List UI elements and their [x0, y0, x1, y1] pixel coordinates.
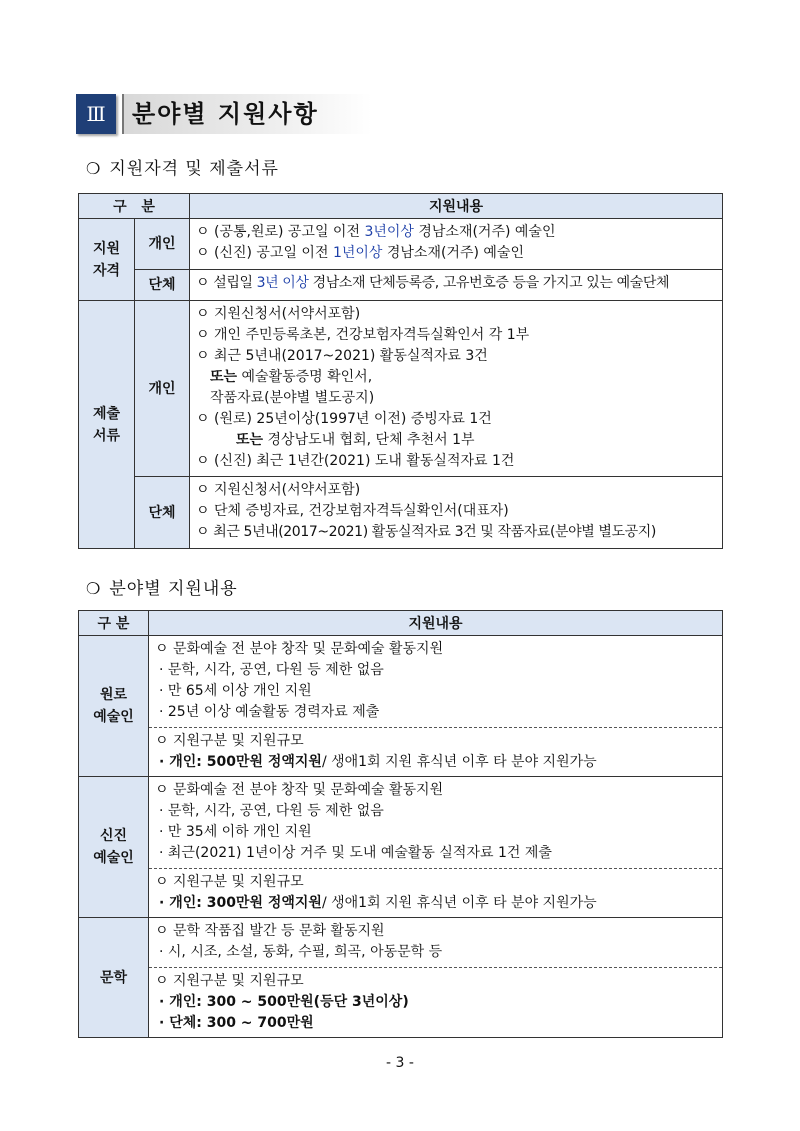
support-line: ㅇ 지원구분 및 지원규모 [155, 733, 304, 749]
eligibility-line: ㅇ (공통,원로) 공고일 이전 3년이상 경남소재(거주) 예술인 [196, 224, 556, 240]
header-content: 지원내용 [149, 611, 723, 636]
documents-label: 제출 서류 [79, 301, 135, 549]
support-block [149, 777, 722, 869]
eligibility-line: ㅇ (신진) 공고일 이전 1년이상 경남소재(거주) 예술인 [196, 245, 524, 261]
eligibility-line: ㅇ 설립일 3년 이상 경남소재 단체등록증, 고유번호증 등을 가지고 있는 예술단체 [196, 275, 670, 291]
support-line: · 개인: 300만원 정액지원/ 생애1회 지원 휴식년 이후 타 분야 지원가능 [159, 895, 597, 911]
eligibility-group-label: 단체 [135, 270, 190, 301]
support-line: · 최근(2021) 1년이상 거주 및 도내 예술활동 실적자료 1건 제출 [159, 845, 552, 861]
support-line: · 만 65세 이상 개인 지원 [159, 683, 312, 699]
documents-line: ㅇ 최근 5년내(2017~2021) 활동실적자료 3건 [196, 348, 488, 364]
support-scale-block [149, 968, 722, 1037]
eligibility-individual-content [190, 219, 723, 270]
header-category: 구 분 [79, 194, 190, 219]
support-block [149, 636, 722, 728]
support-line: · 시, 시조, 소설, 동화, 수필, 희곡, 아동문학 등 [159, 944, 443, 960]
eligibility-group-content [190, 270, 723, 301]
support-line: · 단체: 300 ~ 700만원 [159, 1015, 314, 1031]
documents-individual-content [190, 301, 723, 477]
subheading-text: 분야별 지원내용 [109, 579, 238, 599]
documents-line: ㅇ 단체 증빙자료, 건강보험자격득실확인서(대표자) [196, 503, 509, 519]
subheading-text: 지원자격 및 제출서류 [109, 159, 279, 179]
documents-line: 작품자료(분야별 별도공지) [210, 390, 375, 406]
section-title: 분야별 지원사항 [132, 100, 319, 128]
row-label-emerging: 신진 예술인 [79, 777, 149, 918]
support-scale-block [149, 728, 722, 776]
section-heading [76, 94, 726, 134]
row-content-senior [149, 636, 723, 777]
support-line: ㅇ 문학 작품집 발간 등 문화 활동지원 [155, 923, 385, 939]
support-line: · 문학, 시각, 공연, 다원 등 제한 없음 [159, 662, 384, 678]
circle-bullet-icon: ❍ [86, 579, 102, 598]
row-label-literature: 문학 [79, 918, 149, 1038]
eligibility-table [78, 193, 723, 549]
eligibility-individual-label: 개인 [135, 219, 190, 270]
header-category: 구 분 [79, 611, 149, 636]
page-number: - 3 - [386, 1055, 414, 1071]
documents-line: ㅇ 개인 주민등록초본, 건강보험자격득실확인서 각 1부 [196, 327, 530, 343]
support-table [78, 610, 723, 1038]
documents-individual-label: 개인 [135, 301, 190, 477]
support-line: ㅇ 지원구분 및 지원규모 [155, 973, 304, 989]
support-line: · 만 35세 이하 개인 지원 [159, 824, 312, 840]
subheading-support [86, 574, 238, 599]
support-line: · 개인: 500만원 정액지원/ 생애1회 지원 휴식년 이후 타 분야 지원가능 [159, 754, 597, 770]
support-scale-block [149, 869, 722, 917]
support-line: · 문학, 시각, 공연, 다원 등 제한 없음 [159, 803, 384, 819]
documents-line: 또는 경상남도내 협회, 단체 추천서 1부 [236, 432, 475, 448]
support-line: ㅇ 문화예술 전 분야 창작 및 문화예술 활동지원 [155, 782, 444, 798]
documents-group-label: 단체 [135, 477, 190, 549]
support-line: ㅇ 지원구분 및 지원규모 [155, 874, 304, 890]
eligibility-label: 지원 자격 [79, 219, 135, 301]
documents-line: ㅇ (원로) 25년이상(1997년 이전) 증빙자료 1건 [196, 411, 492, 427]
row-label-senior: 원로 예술인 [79, 636, 149, 777]
documents-line: 또는 예술활동증명 확인서, [210, 369, 373, 385]
row-content-emerging [149, 777, 723, 918]
section-title-box [122, 94, 372, 134]
documents-line: ㅇ (신진) 최근 1년간(2021) 도내 활동실적자료 1건 [196, 453, 515, 469]
circle-bullet-icon: ❍ [86, 159, 102, 178]
header-content: 지원내용 [190, 194, 723, 219]
documents-line: ㅇ 지원신청서(서약서포함) [196, 306, 361, 322]
subheading-eligibility [86, 154, 279, 179]
support-line: ㅇ 문화예술 전 분야 창작 및 문화예술 활동지원 [155, 641, 444, 657]
documents-line: ㅇ 지원신청서(서약서포함) [196, 482, 361, 498]
documents-line: ㅇ 최근 5년내(2017~2021) 활동실적자료 3건 및 작품자료(분야별 별도공지) [196, 524, 656, 540]
support-block [149, 918, 722, 968]
row-content-literature [149, 918, 723, 1038]
section-number: Ⅲ [76, 94, 116, 134]
documents-group-content [190, 477, 723, 549]
support-line: · 개인: 300 ~ 500만원(등단 3년이상) [159, 994, 409, 1010]
support-line: · 25년 이상 예술활동 경력자료 제출 [159, 704, 380, 720]
